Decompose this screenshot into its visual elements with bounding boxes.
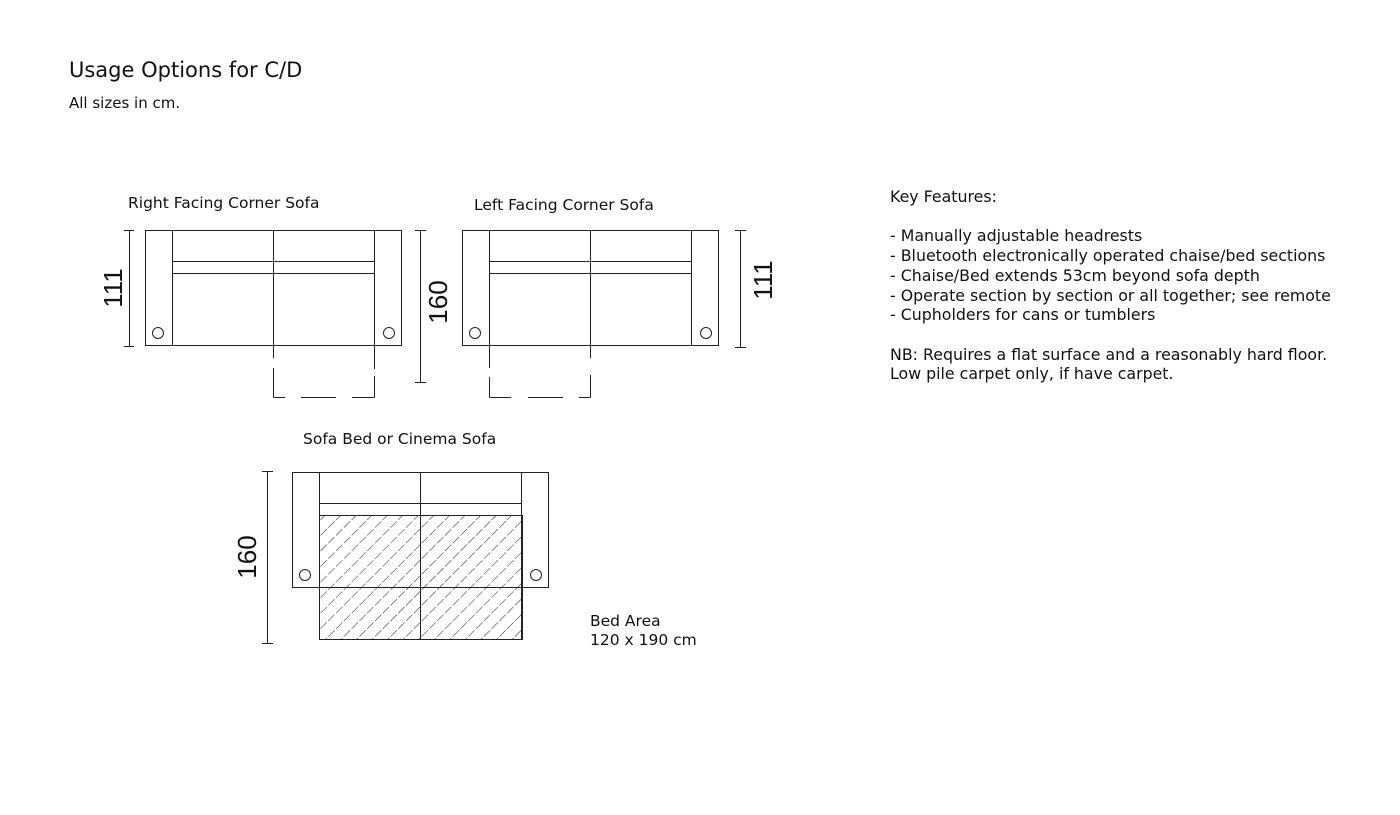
dim-right-facing-depth: 111 <box>98 268 128 308</box>
key-features-heading: Key Features: <box>890 187 997 206</box>
bed-area-label: Bed Area <box>590 612 661 630</box>
left-facing-sofa-label: Left Facing Corner Sofa <box>474 196 654 214</box>
bed-area-caption <box>590 612 697 649</box>
floor-note-line: Low pile carpet only, if have carpet. <box>890 364 1174 384</box>
bed-area-size: 120 x 190 cm <box>590 630 697 649</box>
feature-item: - Bluetooth electronically operated chaise/bed sections <box>890 246 1326 266</box>
floor-note <box>890 345 1331 384</box>
key-features-list <box>890 226 1331 325</box>
feature-item: - Operate section by section or all together; see remote <box>890 285 1331 305</box>
dim-left-facing-depth: 111 <box>748 260 778 300</box>
sofa-bed-label: Sofa Bed or Cinema Sofa <box>303 430 497 448</box>
dim-sofa-bed-depth: 160 <box>232 535 262 579</box>
floor-note-line: NB: Requires a flat surface and a reasonably hard floor. <box>890 344 1328 364</box>
dim-right-facing-chaise: 160 <box>423 280 453 324</box>
page-title: Usage Options for C/D <box>69 58 303 82</box>
feature-item: - Cupholders for cans or tumblers <box>890 305 1156 325</box>
feature-item: - Manually adjustable headrests <box>890 226 1143 246</box>
page-subtitle: All sizes in cm. <box>69 94 181 112</box>
feature-item: - Chaise/Bed extends 53cm beyond sofa depth <box>890 265 1260 285</box>
right-facing-sofa-label: Right Facing Corner Sofa <box>128 194 320 212</box>
key-features-panel <box>890 187 1331 384</box>
